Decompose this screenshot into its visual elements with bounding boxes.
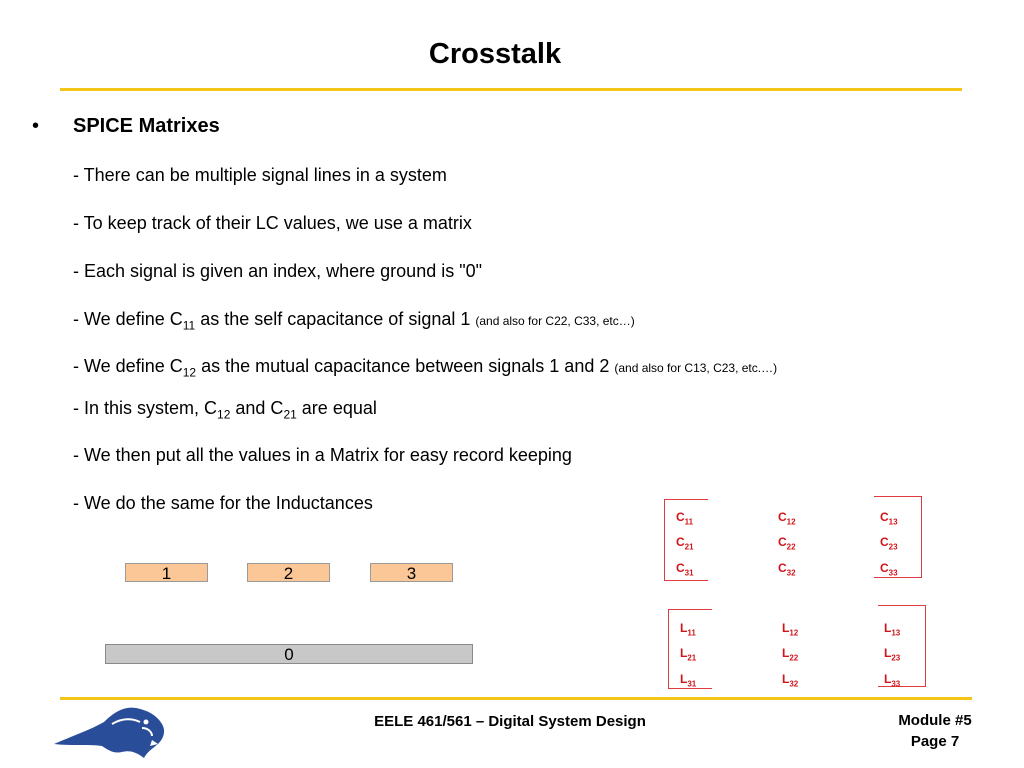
matrix-cell-c23 (880, 535, 898, 551)
matrix-cell-c13 (880, 510, 898, 526)
line-text: are equal (296, 398, 377, 418)
matrix-subscript: 21 (684, 542, 694, 552)
matrix-subscript: 11 (687, 628, 696, 638)
matrix-subscript: 33 (891, 679, 901, 689)
title-divider (60, 88, 962, 91)
line-text: - We define C (73, 309, 183, 329)
signal-line-1: 1 (125, 563, 208, 582)
text-line-inductances: - We do the same for the Inductances (73, 493, 373, 513)
matrix-cell-c21 (676, 535, 694, 551)
matrix-subscript: 12 (789, 628, 799, 638)
matrix-letter: C (778, 510, 787, 524)
bobcat-logo-icon (52, 700, 170, 762)
matrix-letter: L (884, 672, 892, 686)
line-text: - In this system, C (73, 398, 218, 418)
text-line-self-capacitance (73, 308, 635, 337)
section-heading: SPICE Matrixes (73, 115, 220, 137)
matrix-letter: L (782, 646, 790, 660)
matrix-subscript: 23 (891, 653, 901, 663)
text-line-equal (73, 397, 377, 426)
course-title: EELE 461/561 – Digital System Design (374, 713, 646, 730)
matrix-cell-l31 (680, 672, 696, 688)
line-text: as the self capacitance of signal 1 (195, 309, 476, 329)
bullet-icon: • (32, 115, 40, 137)
matrix-cell-l33 (884, 672, 900, 688)
matrix-cell-l32 (782, 672, 798, 688)
matrix-letter: L (680, 646, 688, 660)
subscript: 21 (283, 407, 297, 422)
signal-line-2: 2 (247, 563, 330, 582)
subscript: 12 (182, 365, 197, 380)
matrix-subscript: 33 (888, 568, 898, 578)
ground-plane: 0 (105, 644, 473, 664)
matrix-letter: C (676, 561, 685, 575)
note-text: (and also for C22, C33, etc…) (475, 314, 635, 328)
line-text: as the mutual capacitance between signals 1 and 2 (196, 356, 615, 376)
matrix-subscript: 22 (789, 653, 799, 663)
matrix-subscript: 32 (786, 568, 796, 578)
matrix-subscript: 21 (687, 653, 697, 663)
matrix-letter: L (680, 672, 688, 686)
text-line-index: - Each signal is given an index, where ground is "0" (73, 261, 483, 281)
matrix-cell-l13 (884, 621, 900, 637)
matrix-subscript: 31 (687, 679, 697, 689)
matrix-letter: L (782, 672, 790, 686)
matrix-cell-l23 (884, 646, 900, 662)
matrix-letter: L (884, 621, 892, 635)
matrix-cell-c22 (778, 535, 796, 551)
text-line-multiple-signals: - There can be multiple signal lines in a system (73, 165, 447, 185)
matrix-letter: C (778, 535, 787, 549)
matrix-letter: L (884, 646, 892, 660)
matrix-subscript: 22 (786, 542, 796, 552)
matrix-cell-c12 (778, 510, 796, 526)
matrix-cell-c31 (676, 561, 694, 577)
subscript: 12 (217, 407, 231, 422)
matrix-cell-l21 (680, 646, 696, 662)
subscript: 11 (182, 318, 196, 333)
matrix-letter: C (778, 561, 787, 575)
page-number: Page 7 (910, 733, 960, 750)
matrix-cell-l12 (782, 621, 798, 637)
module-page-label (880, 710, 990, 752)
note-text: (and also for C13, C23, etc.…) (614, 361, 778, 375)
matrix-letter: C (880, 535, 889, 549)
matrix-cell-c32 (778, 561, 796, 577)
matrix-subscript: 13 (891, 628, 901, 638)
text-line-record-keeping: - We then put all the values in a Matrix for easy record keeping (73, 445, 572, 465)
matrix-subscript: 23 (888, 542, 898, 552)
matrix-letter: L (680, 621, 688, 635)
matrix-subscript: 32 (789, 679, 799, 689)
footer-divider (60, 697, 972, 700)
matrix-letter: C (676, 535, 685, 549)
matrix-subscript: 31 (684, 568, 694, 578)
text-line-matrix: - To keep track of their LC values, we use a matrix (73, 213, 472, 233)
matrix-letter: C (880, 510, 889, 524)
matrix-letter: C (880, 561, 889, 575)
line-text: - We define C (73, 356, 183, 376)
signal-line-3: 3 (370, 563, 453, 582)
matrix-cell-c33 (880, 561, 898, 577)
matrix-letter: L (782, 621, 790, 635)
line-text: and C (230, 398, 284, 418)
matrix-letter: C (676, 510, 685, 524)
matrix-subscript: 12 (786, 517, 796, 527)
matrix-cell-l22 (782, 646, 798, 662)
matrix-subscript: 13 (888, 517, 898, 527)
matrix-cell-c11 (676, 510, 693, 526)
matrix-subscript: 11 (684, 517, 694, 527)
text-line-mutual-capacitance (73, 355, 777, 384)
module-number: Module #5 (898, 712, 972, 729)
slide-title: Crosstalk (428, 38, 562, 70)
matrix-cell-l11 (680, 621, 696, 637)
